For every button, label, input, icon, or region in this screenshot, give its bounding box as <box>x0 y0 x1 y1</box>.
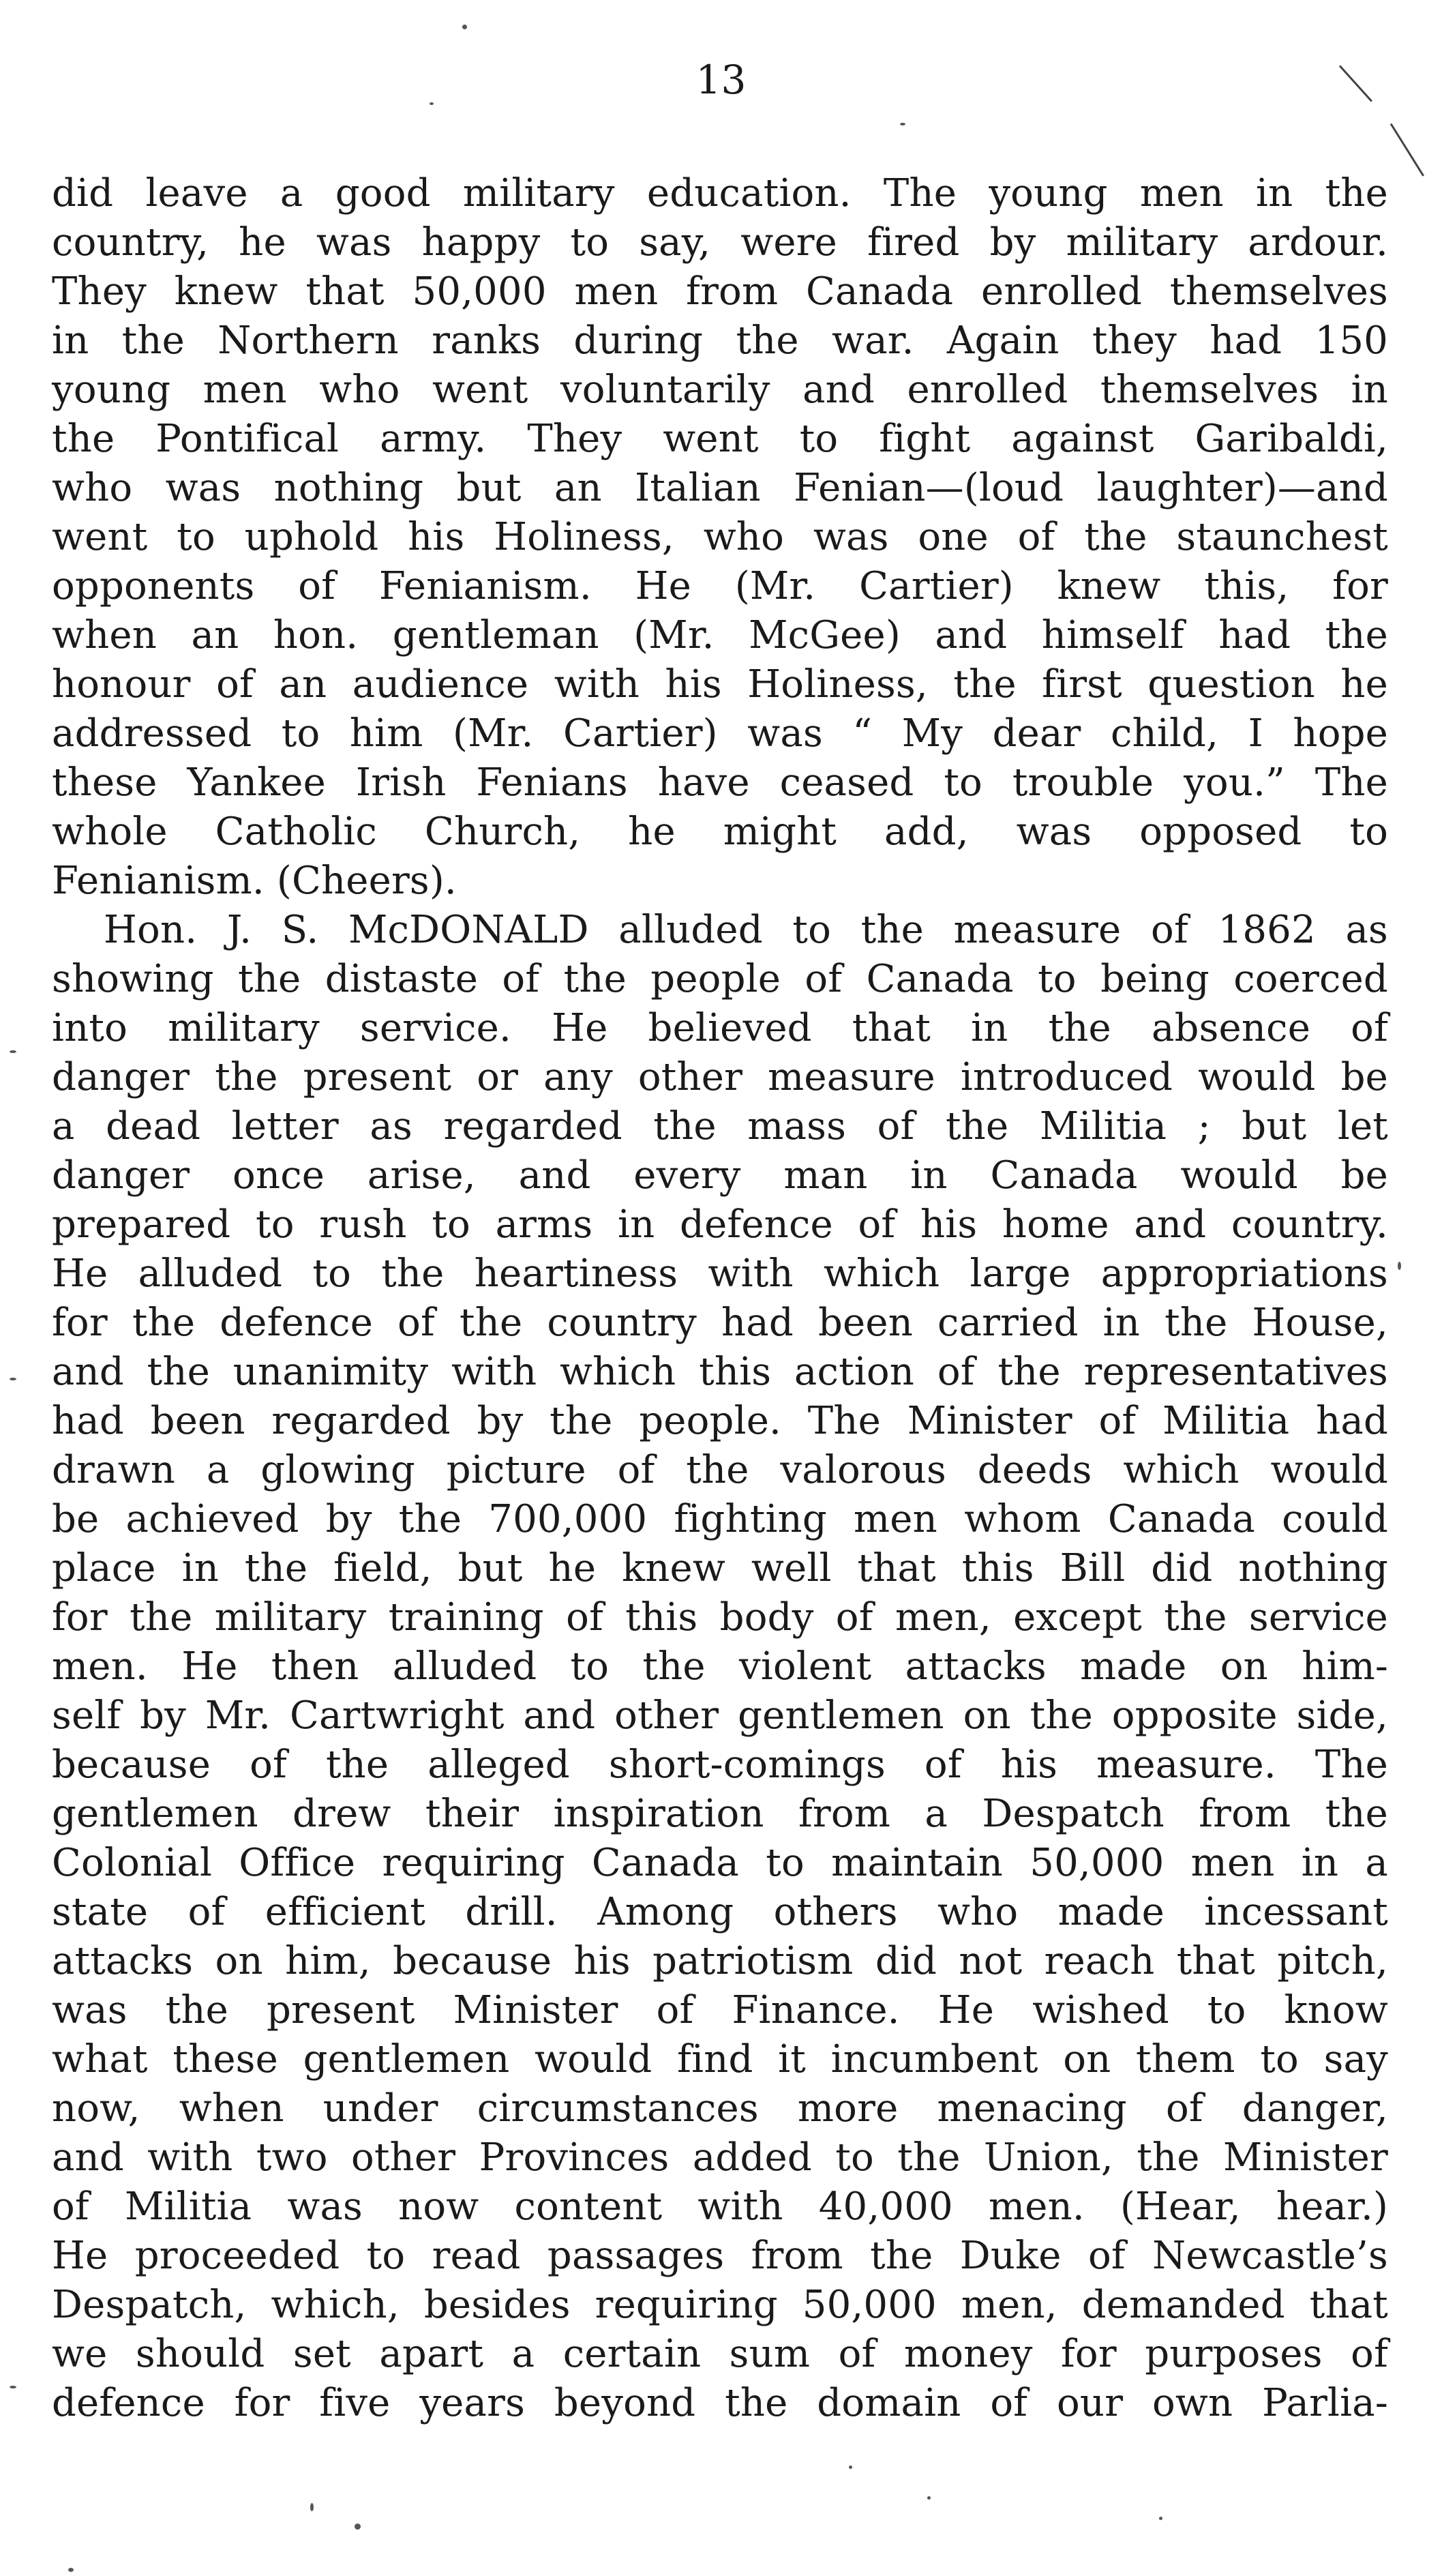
scan-speck <box>462 25 467 29</box>
text-line: a dead letter as regarded the mass of the Militia ; but let <box>52 1104 1388 1149</box>
text-line: drawn a glowing picture of the valorous deeds which would <box>52 1448 1388 1492</box>
text-line: men. He then alluded to the violent attacks made on him- <box>52 1644 1388 1689</box>
text-line: place in the field, but he knew well that this Bill did nothing <box>52 1546 1388 1590</box>
scan-mark <box>1390 123 1424 177</box>
scan-speck <box>10 1050 16 1053</box>
scan-speck <box>849 2466 852 2469</box>
scan-speck <box>900 123 905 125</box>
text-line: danger the present or any other measure introduced would be <box>52 1055 1388 1099</box>
text-line: and with two other Provinces added to the Union, the Minister <box>52 2135 1388 2180</box>
text-line: for the military training of this body of men, except the service <box>52 1595 1388 1640</box>
text-line: now, when under circumstances more menacing of danger, <box>52 2086 1388 2131</box>
text-line: the Pontifical army. They went to fight against Garibaldi, <box>52 417 1388 461</box>
scan-speck <box>430 102 434 105</box>
text-line: danger once arise, and every man in Canada would be <box>52 1153 1388 1198</box>
text-line: self by Mr. Cartwright and other gentlemen on the opposite side, <box>52 1693 1388 1738</box>
text-line: and the unanimity with which this action of the representatives <box>52 1350 1388 1394</box>
text-line: He alluded to the heartiness with which large appropriations <box>52 1252 1388 1296</box>
text-line: prepared to rush to arms in defence of his home and country. <box>52 1202 1388 1247</box>
text-line: honour of an audience with his Holiness, the first question he <box>52 662 1388 707</box>
text-line: what these gentlemen would find it incumbent on them to say <box>52 2037 1388 2082</box>
text-line: Hon. J. S. McDONALD alluded to the measure of 1862 as <box>104 908 1388 952</box>
text-line: Despatch, which, besides requiring 50,000 men, demanded that <box>52 2283 1388 2327</box>
body-text <box>52 169 1388 2428</box>
text-line: these Yankee Irish Fenians have ceased to trouble you.” The <box>52 760 1388 805</box>
scan-speck <box>1398 1262 1401 1270</box>
paragraph <box>52 906 1388 2428</box>
text-line: Colonial Office requiring Canada to maintain 50,000 men in a <box>52 1841 1388 1885</box>
text-line: addressed to him (Mr. Cartier) was “ My dear child, I hope <box>52 711 1388 756</box>
scan-speck <box>10 2386 16 2388</box>
text-line: young men who went voluntarily and enrolled themselves in <box>52 368 1388 412</box>
scan-speck <box>310 2503 314 2511</box>
text-line: country, he was happy to say, were fired by military ardour. <box>52 220 1388 265</box>
scan-speck <box>355 2523 361 2530</box>
text-line: Fenianism. (Cheers). <box>52 859 457 903</box>
text-line: They knew that 50,000 men from Canada enrolled themselves <box>52 269 1388 314</box>
scan-speck <box>68 2568 74 2572</box>
text-line: went to uphold his Holiness, who was one of the staunchest <box>52 515 1388 559</box>
paragraph <box>52 169 1388 906</box>
text-line: did leave a good military education. The young men in the <box>52 171 1388 216</box>
text-line: state of efficient drill. Among others who made incessant <box>52 1890 1388 1934</box>
text-line: who was nothing but an Italian Fenian—(loud laughter)—and <box>52 466 1388 510</box>
scan-speck <box>10 1378 16 1380</box>
text-line: of Militia was now content with 40,000 men. (Hear, hear.) <box>52 2185 1388 2229</box>
text-line: for the defence of the country had been carried in the House, <box>52 1301 1388 1345</box>
text-line: attacks on him, because his patriotism did not reach that pitch, <box>52 1939 1388 1983</box>
text-line: gentlemen drew their inspiration from a Despatch from the <box>52 1792 1388 1836</box>
text-line: be achieved by the 700,000 fighting men whom Canada could <box>52 1497 1388 1541</box>
text-line: showing the distaste of the people of Canada to being coerced <box>52 957 1388 1001</box>
text-line: into military service. He believed that in the absence of <box>52 1006 1388 1050</box>
text-line: we should set apart a certain sum of money for purposes of <box>52 2332 1388 2376</box>
text-line: defence for five years beyond the domain of our own Parlia- <box>52 2381 1388 2425</box>
text-line: He proceeded to read passages from the Duke of Newcastle’s <box>52 2234 1388 2278</box>
text-line: was the present Minister of Finance. He wished to know <box>52 1988 1388 2032</box>
page-number: 13 <box>695 57 747 103</box>
scan-speck <box>1159 2517 1162 2520</box>
text-line: because of the alleged short-comings of his measure. The <box>52 1743 1388 1787</box>
text-line: had been regarded by the people. The Minister of Militia had <box>52 1399 1388 1443</box>
text-line: whole Catholic Church, he might add, was opposed to <box>52 810 1388 854</box>
text-line: opponents of Fenianism. He (Mr. Cartier) knew this, for <box>52 564 1388 608</box>
text-line: when an hon. gentleman (Mr. McGee) and himself had the <box>52 613 1388 657</box>
scan-speck <box>927 2496 931 2500</box>
text-line: in the Northern ranks during the war. Again they had 150 <box>52 319 1388 363</box>
